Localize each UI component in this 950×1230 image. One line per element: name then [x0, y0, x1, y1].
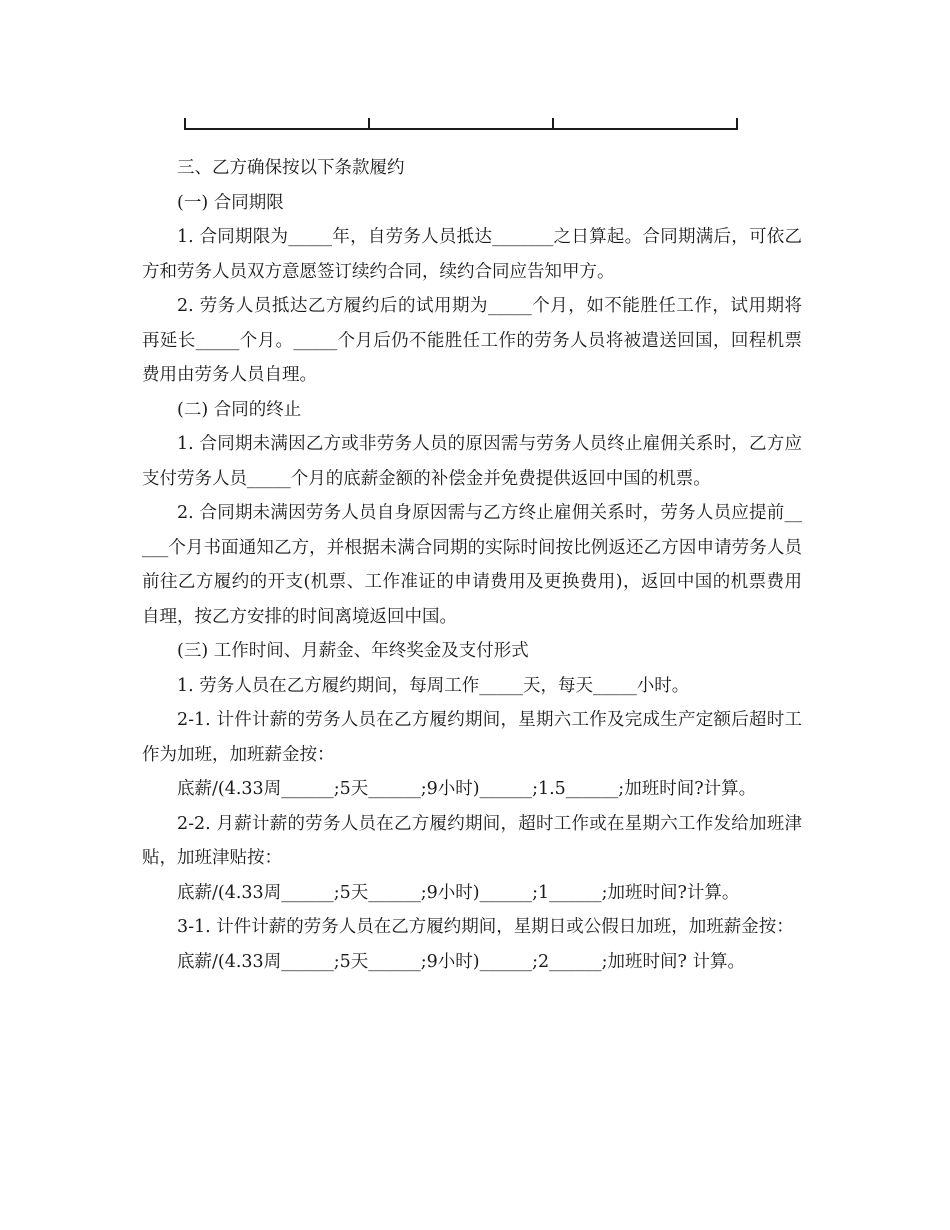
section-heading: 三、乙方确保按以下条款履约 — [177, 158, 405, 178]
subsection-heading: (三) 工作时间、月薪金、年终奖金及支付形式 — [177, 641, 529, 661]
clause-paragraph: 2. 劳务人员抵达乙方履约后的试用期为_____个月，如不能胜任工作，试用期将再延长_____个月。_____个月后仍不能胜任工作的劳务人员将被遣送回国，回程机票费用由劳务人员自理。 — [142, 296, 802, 385]
table-bottom-border — [184, 118, 738, 130]
document-body — [142, 151, 802, 979]
clause-paragraph: 2. 合同期未满因劳务人员自身原因需与乙方终止雇佣关系时，劳务人员应提前_____个月书面通知乙方，并根据未满合同期的实际时间按比例返还乙方因申请劳务人员前往乙方履约的开支(机票、工作准证的申请费用及更换费用)，返回中国的机票费用自理，按乙方安排的时间离境返回中国。 — [142, 503, 802, 627]
clause-paragraph: 2-1. 计件计薪的劳务人员在乙方履约期间，星期六工作及完成生产定额后超时工作为加班，加班薪金按： — [142, 710, 802, 765]
clause-paragraph: 1. 劳务人员在乙方履约期间，每周工作_____天，每天_____小时。 — [177, 675, 690, 696]
table-border-line — [184, 128, 738, 130]
formula-line: 底薪/(4.33周______;5天______;9小时)______;1.5______;加班时间?计算。 — [177, 779, 757, 799]
subsection-heading: (一) 合同期限 — [177, 192, 284, 213]
clause-paragraph: 1. 合同期限为_____年，自劳务人员抵达_______之日算起。合同期满后，可依乙方和劳务人员双方意愿签订续约合同，续约合同应告知甲方。 — [142, 227, 802, 282]
clause-paragraph: 1. 合同期未满因乙方或非劳务人员的原因需与劳务人员终止雇佣关系时，乙方应支付劳务人员_____个月的底薪金额的补偿金并免费提供返回中国的机票。 — [142, 434, 802, 489]
formula-line: 底薪/(4.33周______;5天______;9小时)______;1______;加班时间?计算。 — [177, 882, 740, 903]
subsection-heading: (二) 合同的终止 — [177, 399, 302, 420]
formula-line: 底薪/(4.33周______;5天______;9小时)______;2______;加班时间? 计算。 — [177, 951, 745, 972]
clause-paragraph: 3-1. 计件计薪的劳务人员在乙方履约期间，星期日或公假日加班，加班薪金按： — [177, 917, 794, 937]
clause-paragraph: 2-2. 月薪计薪的劳务人员在乙方履约期间，超时工作或在星期六工作发给加班津贴，加班津贴按： — [142, 813, 802, 868]
